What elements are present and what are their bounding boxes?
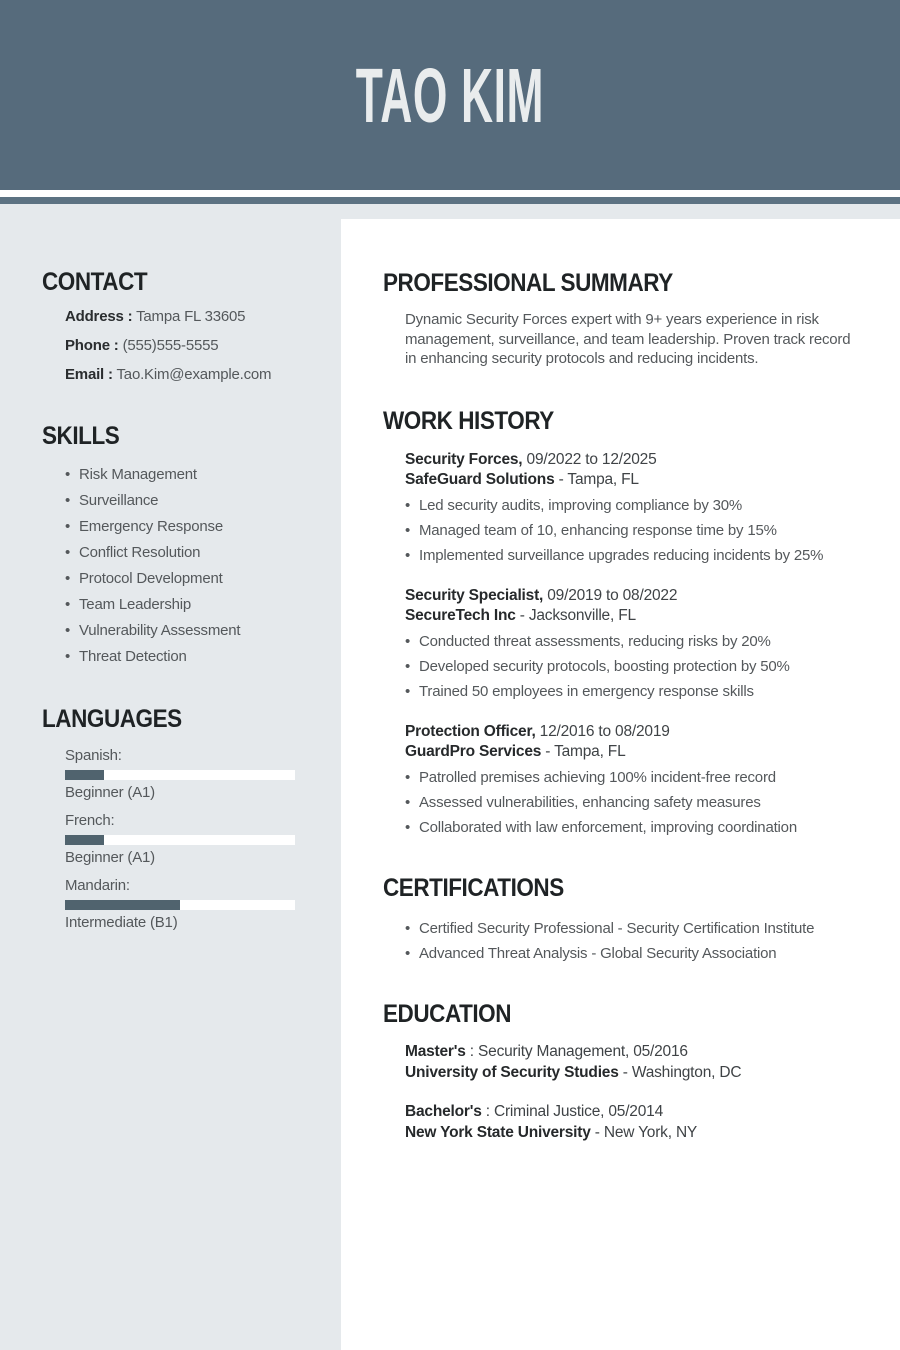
contact-label: Address :	[65, 308, 133, 325]
language-level: Beginner (A1)	[65, 784, 155, 801]
job-title: Protection Officer,	[405, 722, 536, 740]
contact-item-address	[65, 309, 315, 324]
school-name: University of Security Studies	[405, 1063, 619, 1081]
language-progress-bar	[65, 835, 295, 845]
school-name: New York State University	[405, 1123, 591, 1141]
language-level: Intermediate (B1)	[65, 914, 178, 931]
language-progress-bar	[65, 770, 295, 780]
section-skills	[42, 422, 315, 665]
language-name: Mandarin:	[65, 877, 130, 894]
section-languages	[42, 705, 315, 930]
contact-label: Email :	[65, 366, 113, 383]
job-company: SecureTech Inc	[405, 606, 516, 624]
degree-detail: : Criminal Justice, 05/2014	[485, 1102, 663, 1120]
skill-item: • Emergency Response	[65, 519, 315, 535]
certifications-heading: CERTIFICATIONS	[383, 873, 564, 902]
contact-value: Tao.Kim@example.com	[116, 366, 272, 383]
job-location: - Jacksonville, FL	[519, 606, 636, 624]
job-dates: 12/2016 to 08/2019	[539, 722, 670, 740]
skill-item: • Team Leadership	[65, 597, 315, 613]
skill-item: • Protocol Development	[65, 571, 315, 587]
job-dates: 09/2022 to 12/2025	[526, 450, 657, 468]
job-company: SafeGuard Solutions	[405, 470, 555, 488]
certification-item: • Certified Security Professional - Security Certification Institute	[405, 921, 852, 937]
section-education	[383, 1000, 852, 1143]
language-progress-fill	[65, 900, 180, 910]
school-location: - New York, NY	[594, 1123, 698, 1141]
job-bullet: • Led security audits, improving compliance by 30%	[405, 498, 852, 514]
work-history-heading: WORK HISTORY	[383, 406, 554, 435]
job-bullet-list	[405, 634, 852, 700]
certification-list	[405, 921, 852, 962]
job-title-line	[405, 722, 852, 762]
degree-entry	[405, 1041, 852, 1083]
languages-heading: LANGUAGES	[42, 705, 182, 733]
job-bullet-list	[405, 770, 852, 836]
language-progress-fill	[65, 770, 104, 780]
skills-heading: SKILLS	[42, 422, 120, 450]
job-bullet: • Conducted threat assessments, reducing risks by 20%	[405, 634, 852, 650]
degree-name: Bachelor's	[405, 1102, 482, 1120]
degree-entry	[405, 1101, 852, 1143]
header-band	[0, 0, 900, 190]
contact-label: Phone :	[65, 337, 119, 354]
job-title: Security Specialist,	[405, 586, 544, 604]
job-title-line	[405, 450, 852, 490]
language-item-spanish	[65, 748, 315, 800]
language-name: Spanish:	[65, 747, 122, 764]
job-bullet: • Patrolled premises achieving 100% incident-free record	[405, 770, 852, 786]
job-entry	[405, 722, 852, 836]
section-certifications	[383, 874, 852, 962]
language-level: Beginner (A1)	[65, 849, 155, 866]
job-dates: 09/2019 to 08/2022	[547, 586, 678, 604]
language-progress-fill	[65, 835, 104, 845]
job-title-line	[405, 586, 852, 626]
job-bullet: • Collaborated with law enforcement, improving coordination	[405, 820, 852, 836]
contact-item-phone	[65, 338, 315, 353]
school-location: - Washington, DC	[622, 1063, 742, 1081]
job-entry	[405, 586, 852, 700]
job-bullet: • Managed team of 10, enhancing response time by 15%	[405, 523, 852, 539]
header-divider-white	[0, 190, 900, 197]
resume-body	[0, 204, 900, 1350]
language-item-french	[65, 813, 315, 865]
job-bullet: • Trained 50 employees in emergency response skills	[405, 684, 852, 700]
summary-heading: PROFESSIONAL SUMMARY	[383, 269, 673, 297]
job-bullet: • Assessed vulnerabilities, enhancing safety measures	[405, 795, 852, 811]
job-title: Security Forces,	[405, 450, 523, 468]
main-panel	[341, 219, 900, 1350]
resume-name: TAO KIM	[355, 51, 545, 139]
sidebar	[0, 204, 341, 1350]
skill-item: • Surveillance	[65, 493, 315, 509]
section-contact	[42, 268, 315, 382]
job-bullet: • Implemented surveillance upgrades reducing incidents by 25%	[405, 548, 852, 564]
language-progress-bar	[65, 900, 295, 910]
education-heading: EDUCATION	[383, 999, 512, 1028]
contact-value: Tampa FL 33605	[136, 308, 246, 325]
job-location: - Tampa, FL	[545, 742, 626, 760]
certification-item: • Advanced Threat Analysis - Global Security Association	[405, 946, 852, 962]
header-divider-accent	[0, 197, 900, 204]
skills-list	[65, 467, 315, 665]
contact-heading: CONTACT	[42, 268, 148, 296]
degree-detail: : Security Management, 05/2016	[469, 1042, 688, 1060]
degree-name: Master's	[405, 1042, 466, 1060]
job-bullet: • Developed security protocols, boosting protection by 50%	[405, 659, 852, 675]
skill-item: • Threat Detection	[65, 649, 315, 665]
job-bullet-list	[405, 498, 852, 564]
section-work-history	[383, 407, 852, 836]
contact-item-email	[65, 367, 315, 382]
job-company: GuardPro Services	[405, 742, 542, 760]
section-summary	[383, 269, 852, 369]
skill-item: • Risk Management	[65, 467, 315, 483]
job-entry	[405, 450, 852, 564]
skill-item: • Conflict Resolution	[65, 545, 315, 561]
language-name: French:	[65, 812, 115, 829]
language-item-mandarin	[65, 878, 315, 930]
summary-text: Dynamic Security Forces expert with 9+ years experience in risk management, surveillance, and team leadership. Proven track record in enhancing security protocols and reducing incidents.	[405, 311, 851, 367]
contact-value: (555)555-5555	[122, 337, 219, 354]
job-location: - Tampa, FL	[558, 470, 639, 488]
skill-item: • Vulnerability Assessment	[65, 623, 315, 639]
